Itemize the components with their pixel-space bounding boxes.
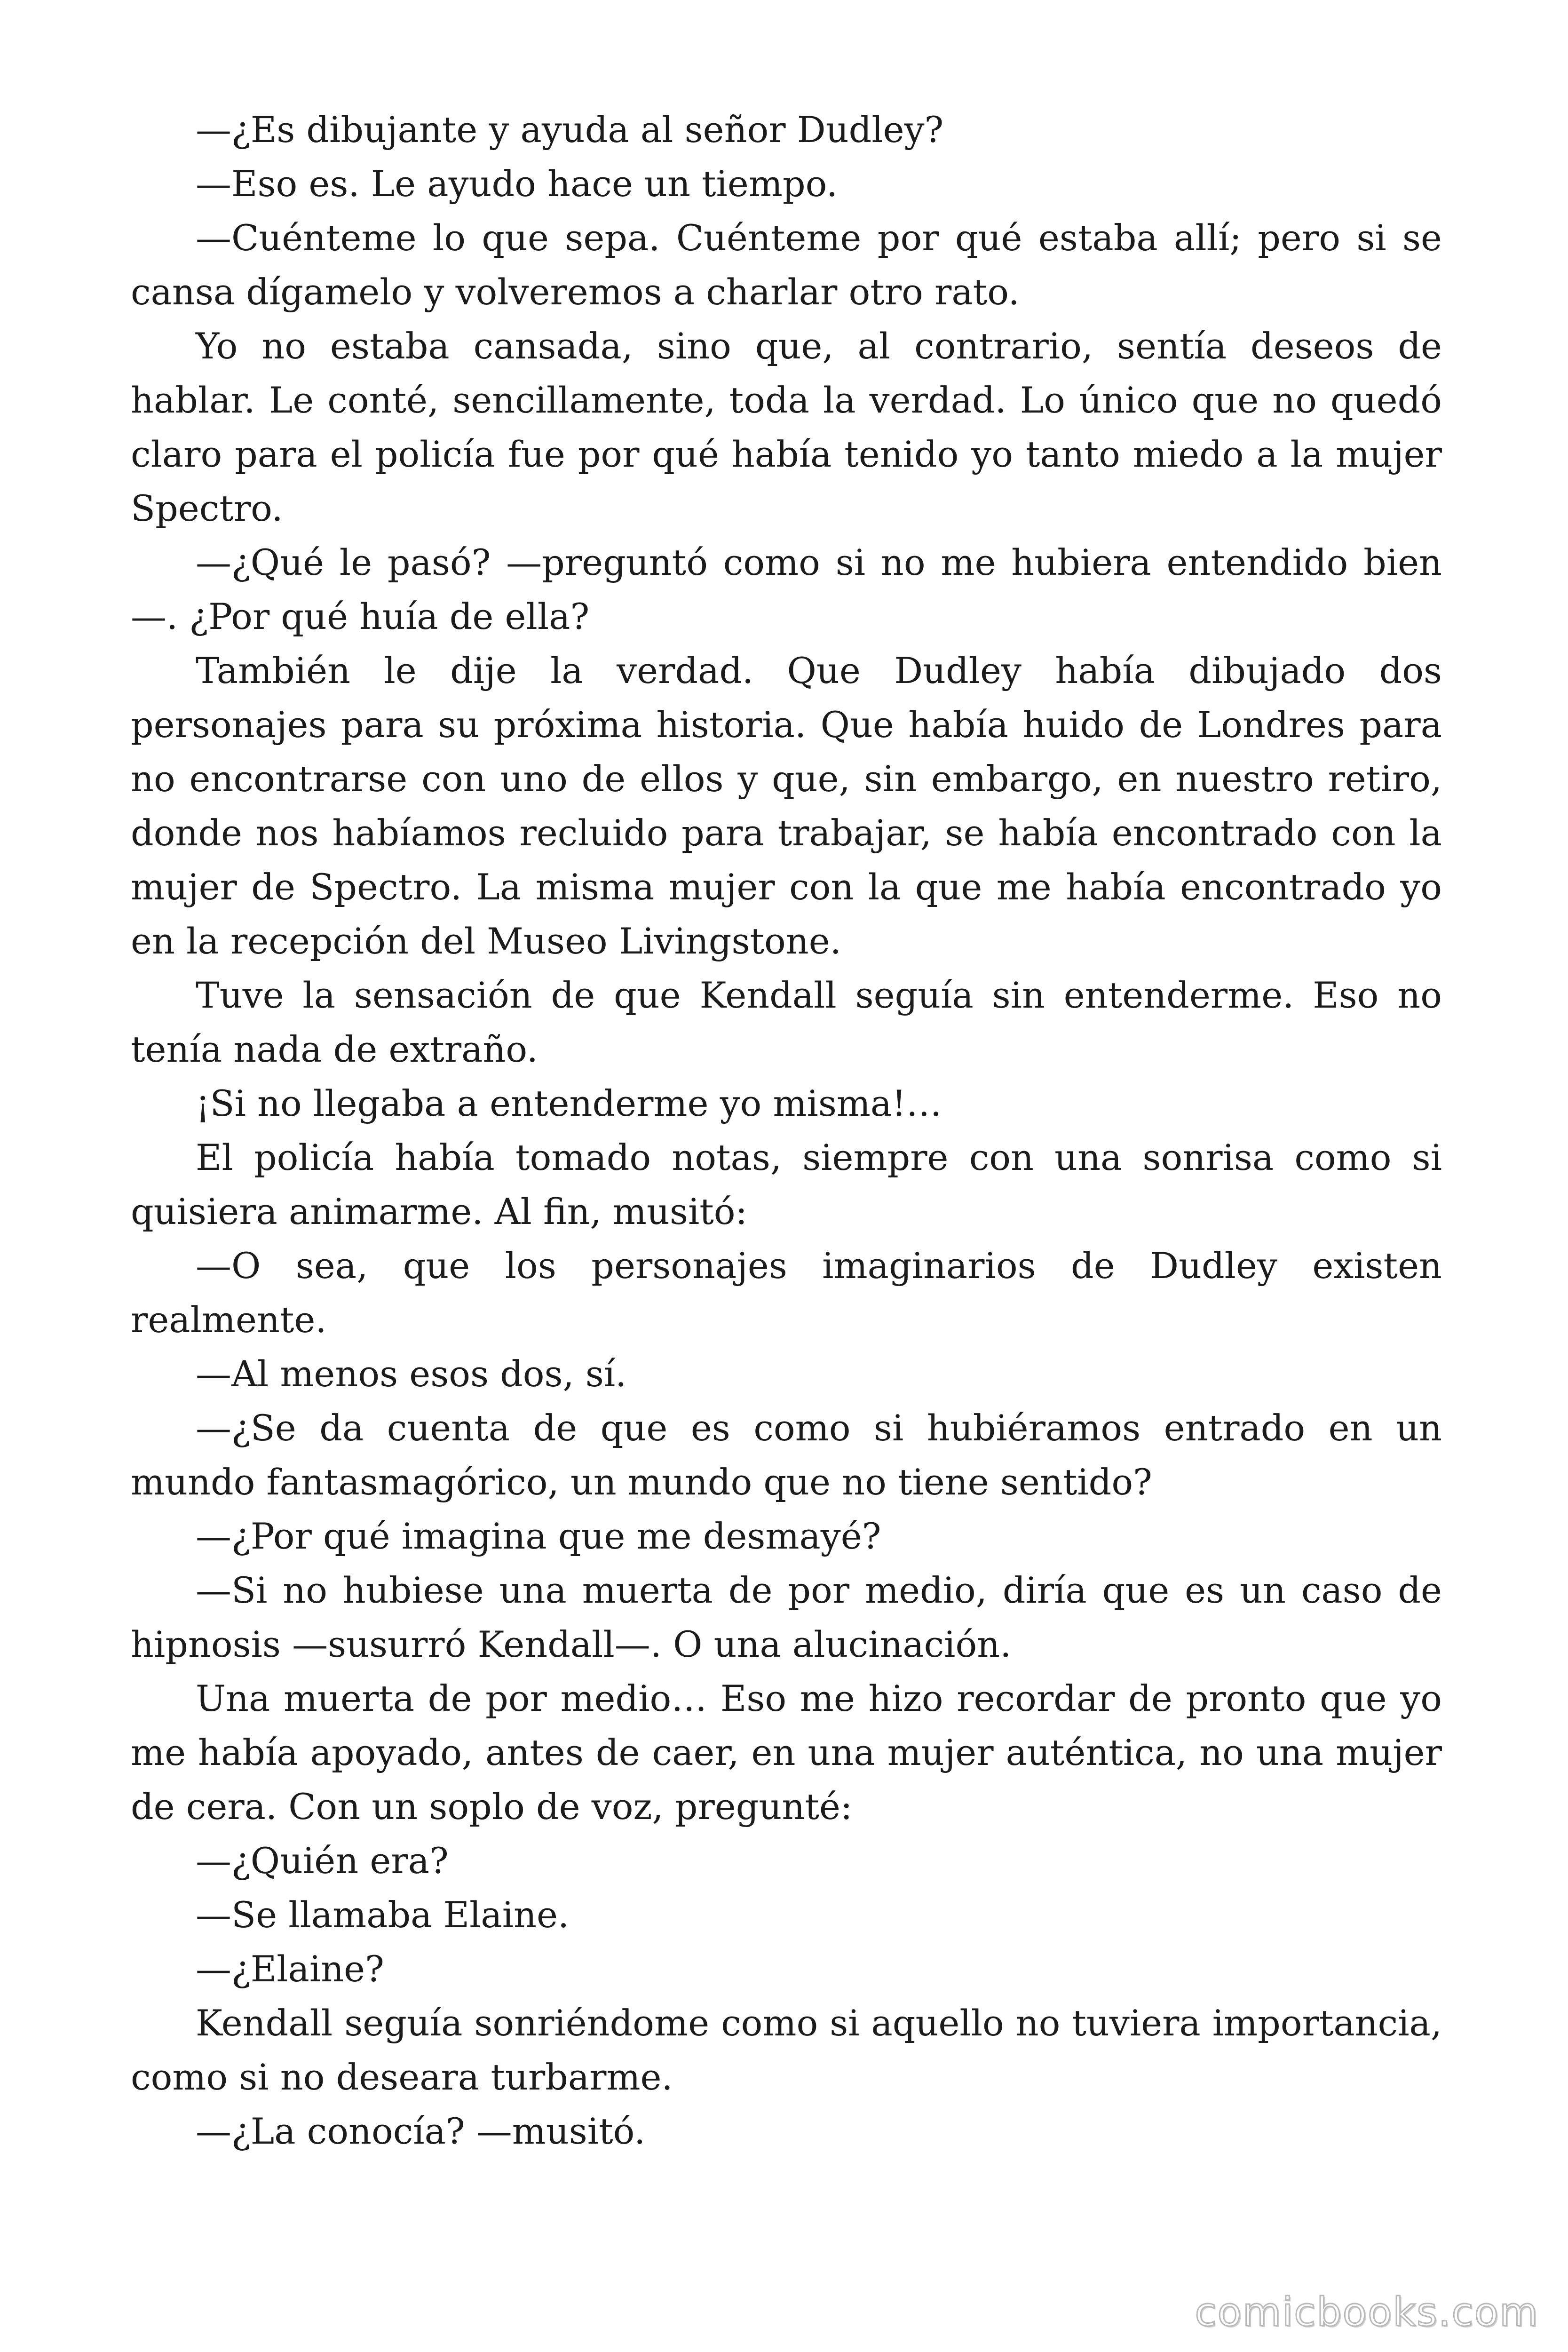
watermark: comicbooks.com bbox=[1195, 2289, 1539, 2335]
paragraph: —Si no hubiese una muerta de por medio, diría que es un caso de hipnosis —susurró Kendall—. O una alucinación. bbox=[131, 1569, 1442, 1665]
paragraph: —¿Es dibujante y ayuda al señor Dudley? bbox=[196, 109, 944, 151]
paragraph: —¿Elaine? bbox=[196, 1948, 384, 1990]
paragraph: Kendall seguía sonriéndome como si aquello no tuviera importancia, como si no deseara turbarme. bbox=[131, 2002, 1442, 2098]
paragraph: —¿Quién era? bbox=[196, 1840, 449, 1882]
paragraph: ¡Si no llegaba a entenderme yo misma!… bbox=[196, 1082, 942, 1124]
paragraph: Tuve la sensación de que Kendall seguía sin entenderme. Eso no tenía nada de extraño. bbox=[131, 974, 1442, 1070]
paragraph: —¿Se da cuenta de que es como si hubiéramos entrado en un mundo fantasmagórico, un mundo que no tiene sentido? bbox=[131, 1407, 1442, 1503]
page-text-body bbox=[131, 103, 1442, 2158]
paragraph: Una muerta de por medio… Eso me hizo recordar de pronto que yo me había apoyado, antes de caer, en una mujer auténtica, no una mujer de cera. Con un soplo de voz, pregunté: bbox=[131, 1677, 1442, 1828]
paragraph: Yo no estaba cansada, sino que, al contrario, sentía deseos de hablar. Le conté, sencillamente, toda la verdad. Lo único que no quedó claro para el policía fue por qué había tenido yo tanto miedo a la mujer Spectro. bbox=[131, 325, 1442, 529]
paragraph: —Al menos esos dos, sí. bbox=[196, 1353, 627, 1395]
paragraph: El policía había tomado notas, siempre con una sonrisa como si quisiera animarme. Al fin, musitó: bbox=[131, 1136, 1442, 1232]
paragraph: —Eso es. Le ayudo hace un tiempo. bbox=[196, 163, 838, 205]
paragraph: —¿Por qué imagina que me desmayé? bbox=[196, 1515, 881, 1557]
paragraph: —Cuénteme lo que sepa. Cuénteme por qué estaba allí; pero si se cansa dígamelo y volveremos a charlar otro rato. bbox=[131, 217, 1442, 313]
paragraph: —¿Qué le pasó? —preguntó como si no me hubiera entendido bien—. ¿Por qué huía de ella? bbox=[131, 541, 1442, 637]
paragraph: También le dije la verdad. Que Dudley había dibujado dos personajes para su próxima historia. Que había huido de Londres para no encontrarse con uno de ellos y que, sin embargo, en nuestro retiro, donde nos habíamos recluido para trabajar, se había encontrado con la mujer de Spectro. La misma mujer con la que me había encontrado yo en la recepción del Museo Livingstone. bbox=[131, 650, 1442, 962]
paragraph: —O sea, que los personajes imaginarios de Dudley existen realmente. bbox=[131, 1245, 1442, 1341]
paragraph: —Se llamaba Elaine. bbox=[196, 1894, 570, 1936]
paragraph: —¿La conocía? —musitó. bbox=[196, 2110, 646, 2152]
